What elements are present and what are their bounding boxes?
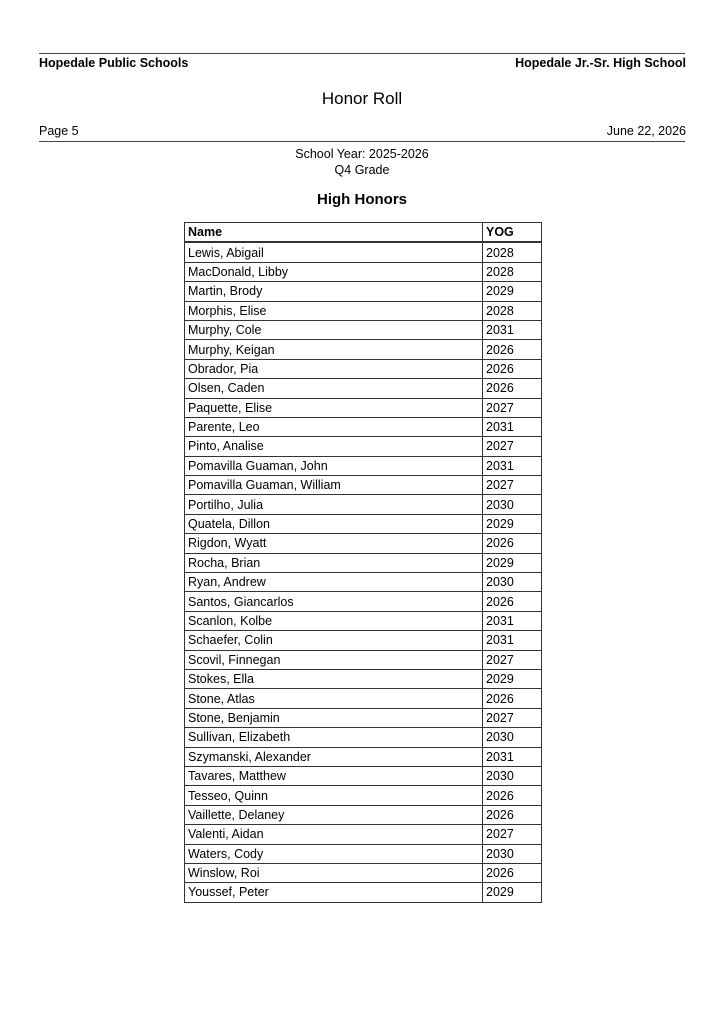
table-row (185, 495, 542, 514)
yog-cell: 2027 (483, 825, 542, 844)
student-name-cell: Tavares, Matthew (185, 766, 483, 785)
yog-cell: 2029 (483, 669, 542, 688)
student-name-cell: Rigdon, Wyatt (185, 534, 483, 553)
student-name-cell: Murphy, Cole (185, 320, 483, 339)
table-row (185, 728, 542, 747)
yog-cell: 2031 (483, 747, 542, 766)
student-name-cell: Vaillette, Delaney (185, 805, 483, 824)
table-row (185, 262, 542, 281)
header-bottom-rule (39, 141, 685, 142)
header-top-rule (39, 53, 685, 54)
student-name-cell: Stokes, Ella (185, 669, 483, 688)
student-name-cell: Stone, Benjamin (185, 708, 483, 727)
table-row (185, 805, 542, 824)
student-name-cell: Parente, Leo (185, 417, 483, 436)
yog-cell: 2026 (483, 786, 542, 805)
table-row (185, 398, 542, 417)
yog-cell: 2031 (483, 417, 542, 436)
yog-cell: 2026 (483, 534, 542, 553)
student-name-cell: Winslow, Roi (185, 863, 483, 882)
yog-cell: 2026 (483, 863, 542, 882)
table-row (185, 631, 542, 650)
student-name-cell: Schaefer, Colin (185, 631, 483, 650)
table-row (185, 611, 542, 630)
student-name-cell: Stone, Atlas (185, 689, 483, 708)
table-row (185, 301, 542, 320)
student-name-cell: Martin, Brody (185, 282, 483, 301)
yog-cell: 2030 (483, 495, 542, 514)
yog-cell: 2027 (483, 476, 542, 495)
table-row (185, 825, 542, 844)
column-header-name: Name (185, 223, 483, 243)
yog-cell: 2026 (483, 592, 542, 611)
table-row (185, 534, 542, 553)
table-row (185, 417, 542, 436)
table-row (185, 456, 542, 475)
table-row (185, 437, 542, 456)
student-name-cell: Scanlon, Kolbe (185, 611, 483, 630)
student-name-cell: Olsen, Caden (185, 379, 483, 398)
table-row (185, 282, 542, 301)
student-name-cell: Pinto, Analise (185, 437, 483, 456)
yog-cell: 2030 (483, 573, 542, 592)
student-name-cell: MacDonald, Libby (185, 262, 483, 281)
yog-cell: 2028 (483, 242, 542, 262)
yog-cell: 2026 (483, 359, 542, 378)
yog-cell: 2026 (483, 379, 542, 398)
student-name-cell: Pomavilla Guaman, William (185, 476, 483, 495)
yog-cell: 2027 (483, 650, 542, 669)
table-row (185, 320, 542, 339)
table-row (185, 766, 542, 785)
student-name-cell: Portilho, Julia (185, 495, 483, 514)
section-title: High Honors (317, 191, 407, 208)
student-name-cell: Rocha, Brian (185, 553, 483, 572)
yog-cell: 2029 (483, 883, 542, 902)
yog-cell: 2028 (483, 262, 542, 281)
student-name-cell: Sullivan, Elizabeth (185, 728, 483, 747)
table-row (185, 359, 542, 378)
student-name-cell: Scovil, Finnegan (185, 650, 483, 669)
table-row (185, 708, 542, 727)
student-name-cell: Obrador, Pia (185, 359, 483, 378)
student-name-cell: Morphis, Elise (185, 301, 483, 320)
yog-cell: 2029 (483, 514, 542, 533)
yog-cell: 2027 (483, 708, 542, 727)
table-row (185, 592, 542, 611)
table-header-row (185, 223, 542, 243)
yog-cell: 2028 (483, 301, 542, 320)
table-row (185, 379, 542, 398)
yog-cell: 2027 (483, 437, 542, 456)
table-row (185, 669, 542, 688)
student-name-cell: Murphy, Keigan (185, 340, 483, 359)
table-row (185, 689, 542, 708)
table-row (185, 514, 542, 533)
student-name-cell: Youssef, Peter (185, 883, 483, 902)
table-row (185, 747, 542, 766)
yog-cell: 2026 (483, 689, 542, 708)
grade-period: Q4 Grade (334, 163, 390, 177)
column-header-yog: YOG (483, 223, 542, 243)
student-name-cell: Tesseo, Quinn (185, 786, 483, 805)
student-name-cell: Pomavilla Guaman, John (185, 456, 483, 475)
student-name-cell: Santos, Giancarlos (185, 592, 483, 611)
table-row (185, 340, 542, 359)
table-row (185, 242, 542, 262)
page-number: Page 5 (39, 124, 79, 138)
student-name-cell: Paquette, Elise (185, 398, 483, 417)
yog-cell: 2031 (483, 611, 542, 630)
table-row (185, 863, 542, 882)
yog-cell: 2029 (483, 553, 542, 572)
table-body (185, 242, 542, 902)
table-row (185, 650, 542, 669)
yog-cell: 2026 (483, 340, 542, 359)
report-date: June 22, 2026 (606, 124, 686, 138)
table-row (185, 553, 542, 572)
yog-cell: 2030 (483, 844, 542, 863)
school-name: Hopedale Jr.-Sr. High School (515, 56, 686, 70)
student-name-cell: Lewis, Abigail (185, 242, 483, 262)
yog-cell: 2030 (483, 728, 542, 747)
report-title: Honor Roll (321, 89, 403, 108)
student-name-cell: Waters, Cody (185, 844, 483, 863)
student-name-cell: Szymanski, Alexander (185, 747, 483, 766)
student-name-cell: Quatela, Dillon (185, 514, 483, 533)
school-year: School Year: 2025-2026 (295, 147, 429, 161)
yog-cell: 2030 (483, 766, 542, 785)
table-row (185, 476, 542, 495)
honor-roll-table (184, 222, 542, 903)
yog-cell: 2027 (483, 398, 542, 417)
yog-cell: 2026 (483, 805, 542, 824)
yog-cell: 2029 (483, 282, 542, 301)
table-row (185, 573, 542, 592)
yog-cell: 2031 (483, 320, 542, 339)
student-name-cell: Valenti, Aidan (185, 825, 483, 844)
district-name: Hopedale Public Schools (39, 56, 189, 70)
table-row (185, 883, 542, 902)
table-row (185, 844, 542, 863)
table-row (185, 786, 542, 805)
yog-cell: 2031 (483, 631, 542, 650)
yog-cell: 2031 (483, 456, 542, 475)
student-name-cell: Ryan, Andrew (185, 573, 483, 592)
